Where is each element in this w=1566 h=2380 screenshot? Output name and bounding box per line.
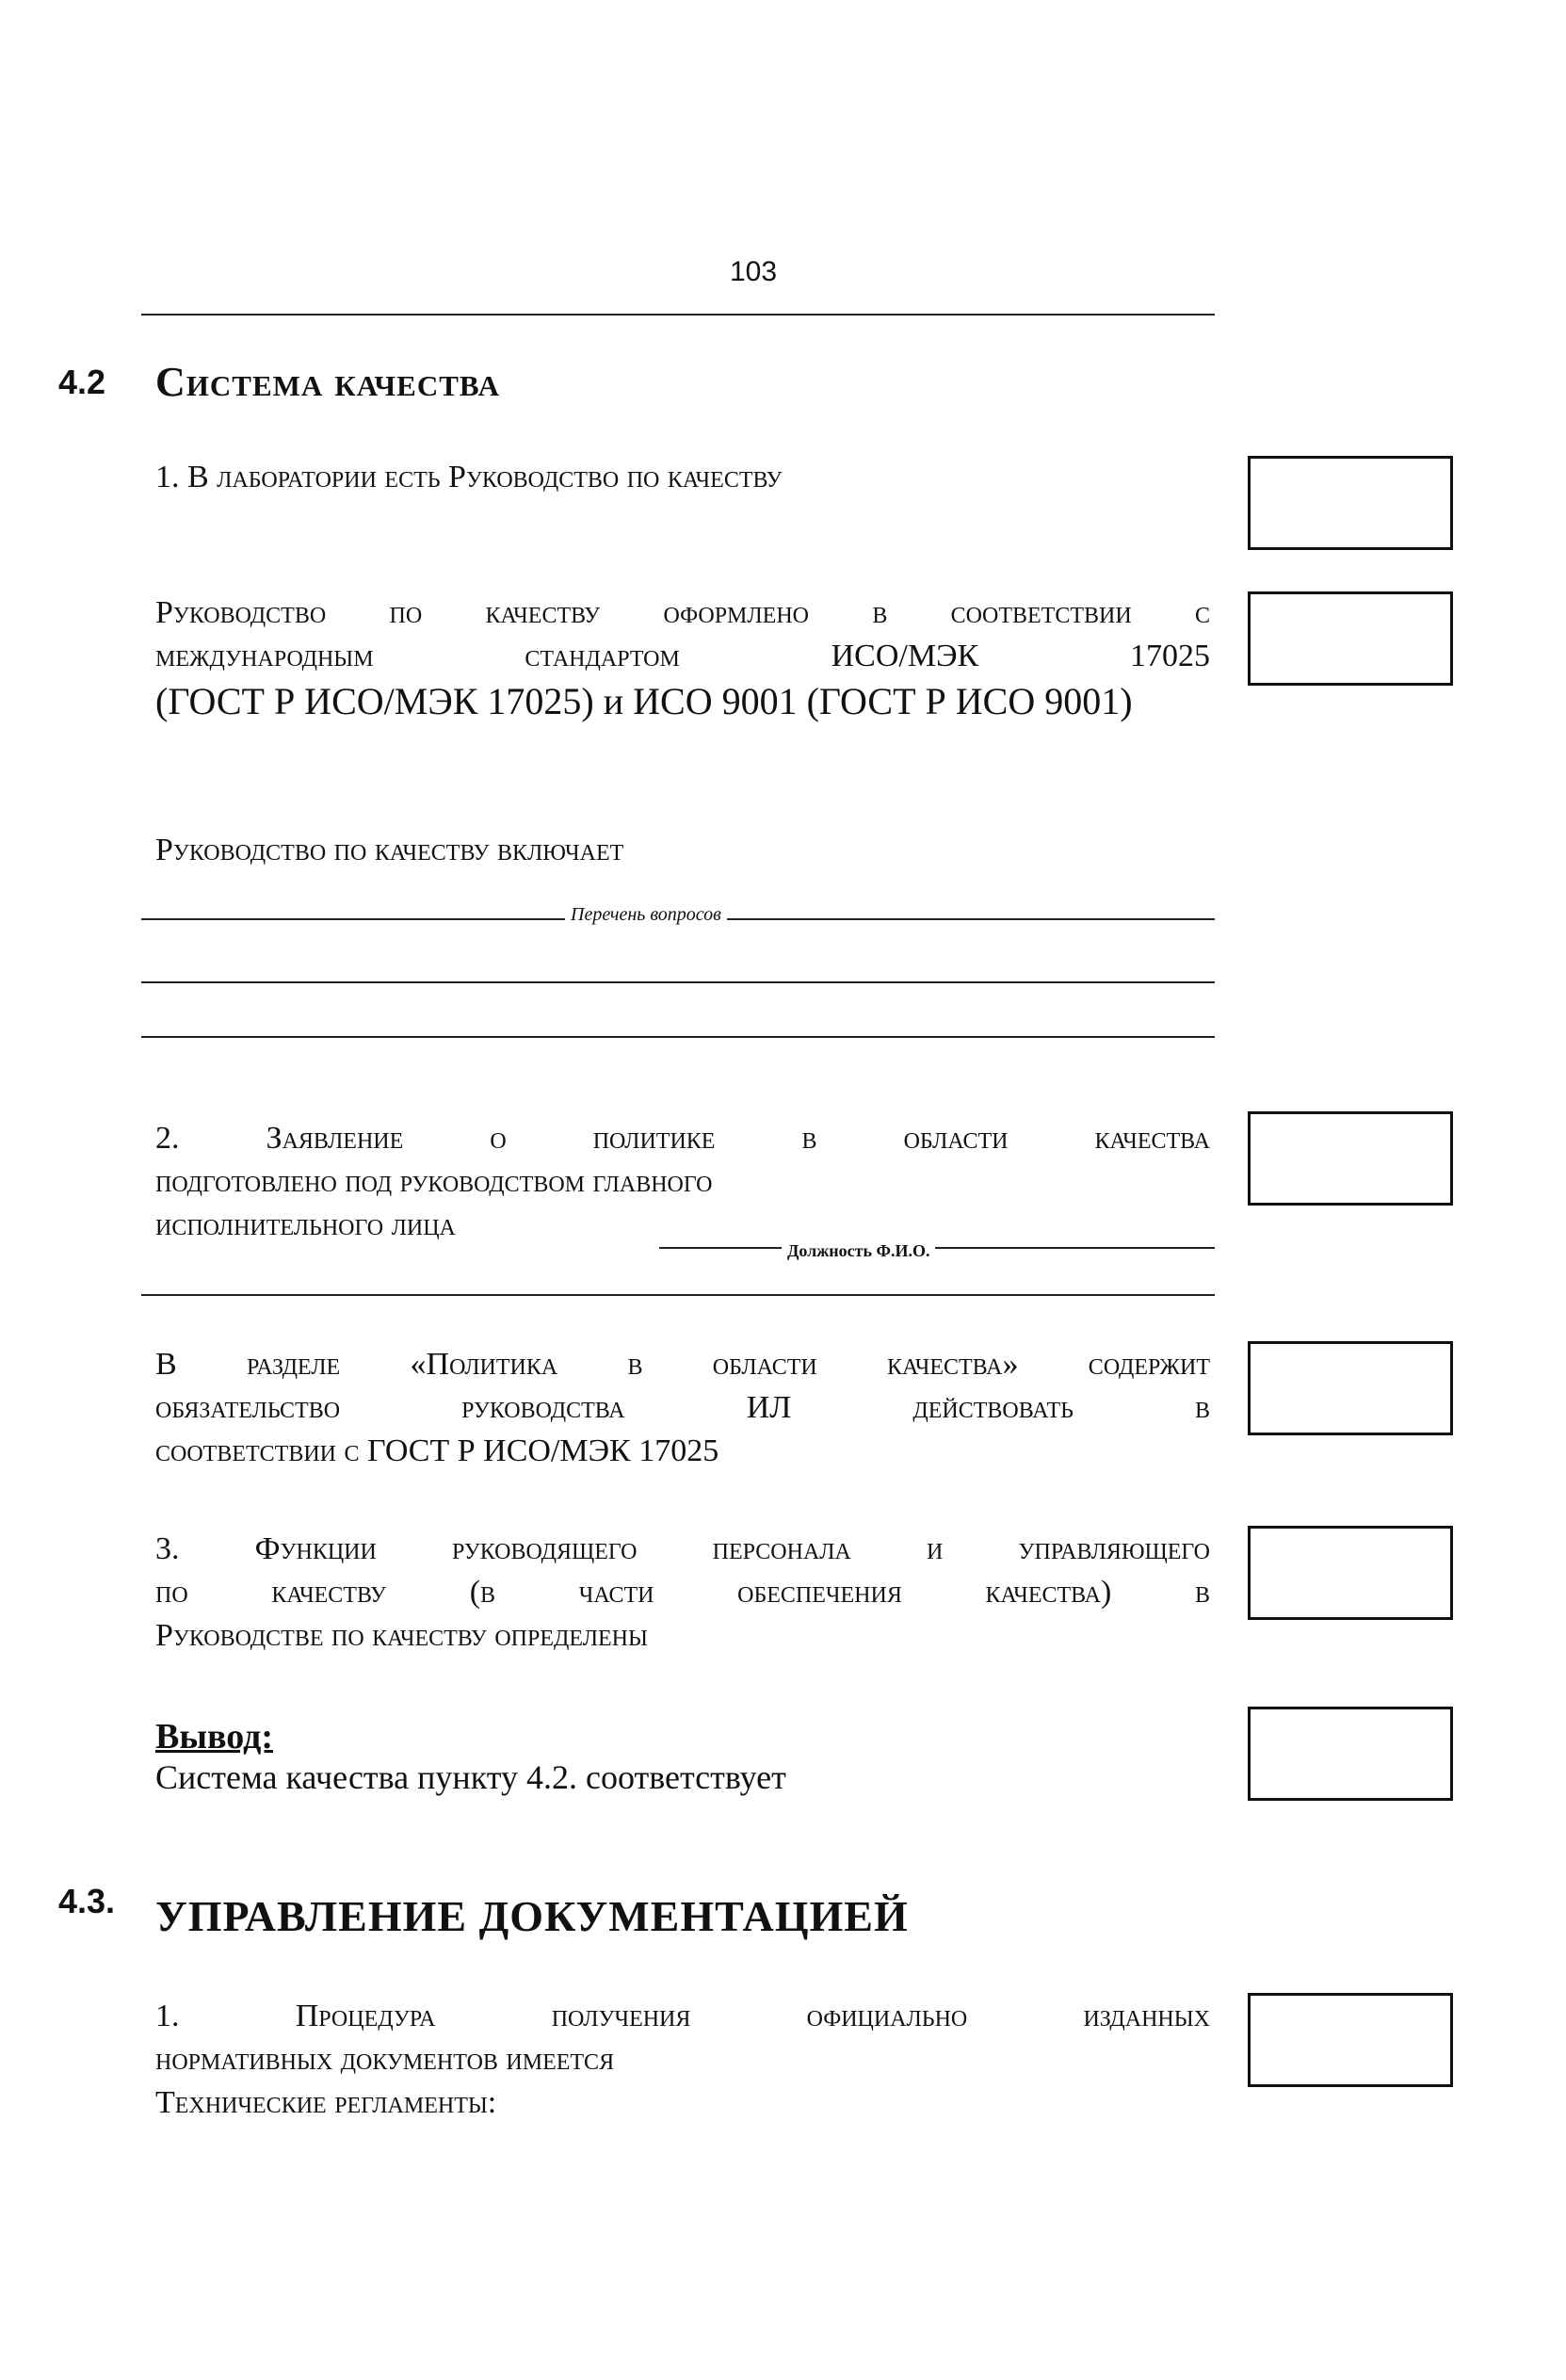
- item-line: 3. Функции руководящего персонала и управляющего: [155, 1531, 1210, 1566]
- conclusion-text: Система качества пункту 4.2. соответствует: [155, 1758, 786, 1796]
- page-number: 103: [729, 256, 778, 287]
- position-hint: Должность Ф.И.О.: [782, 1241, 935, 1261]
- item-line: 2. Заявление о политике в области качества: [155, 1121, 1210, 1156]
- section-number: 4.2: [58, 363, 106, 401]
- note-line: Руководство по качеству оформлено в соответствии с: [155, 595, 1210, 630]
- checkbox-manual-exists[interactable]: [1248, 456, 1453, 550]
- item-policy-statement: [155, 1117, 1210, 1247]
- checkbox-conclusion[interactable]: [1248, 1707, 1453, 1801]
- item-text: 1. В лаборатории есть Руководство по качеству: [155, 460, 783, 494]
- item-line: Руководстве по качеству определены: [155, 1618, 648, 1653]
- divider: [141, 1294, 1215, 1296]
- note-line: В разделе «Политика в области качества» содержит: [155, 1347, 1210, 1382]
- fill-line[interactable]: [141, 1036, 1215, 1038]
- policy-section-note: [155, 1343, 1210, 1473]
- item-line: по качеству (в части обеспечения качества) в: [155, 1575, 1210, 1610]
- item-management-functions: [155, 1528, 1210, 1658]
- section-title: Система качества: [155, 359, 501, 405]
- checkbox-policy-section[interactable]: [1248, 1341, 1453, 1435]
- list-hint: Перечень вопросов: [565, 904, 727, 926]
- note-line: обязательство руководства ИЛ действовать в: [155, 1390, 1210, 1425]
- manual-includes-label: Руководство по качеству включает: [155, 833, 624, 867]
- item-line: нормативных документов имеется: [155, 2042, 615, 2077]
- section-number: 4.3.: [58, 1882, 116, 1920]
- conclusion-title: Вывод:: [155, 1717, 274, 1757]
- header-divider: [141, 314, 1215, 316]
- checkbox-official-documents[interactable]: [1248, 1993, 1453, 2087]
- item-line: подготовлено под руководством главного: [155, 1164, 713, 1199]
- item-line: исполнительного лица: [155, 1207, 456, 1242]
- item-line: 1. Процедура получения официально изданных: [155, 1999, 1210, 2033]
- checkbox-manual-compliance[interactable]: [1248, 591, 1453, 686]
- item-line: Технические регламенты:: [155, 2085, 497, 2120]
- fill-line[interactable]: [141, 981, 1215, 983]
- fill-line-position[interactable]: [659, 1247, 1215, 1249]
- note-line: международным стандартом ИСО/МЭК 17025: [155, 639, 1210, 673]
- checkbox-management-functions[interactable]: [1248, 1526, 1453, 1620]
- item-official-documents: [155, 1995, 1210, 2125]
- item-manual-exists: [155, 456, 1210, 499]
- checkbox-policy-statement[interactable]: [1248, 1111, 1453, 1206]
- note-line: соответствии с ГОСТ Р ИСО/МЭК 17025: [155, 1433, 719, 1468]
- manual-compliance-note: [155, 591, 1210, 723]
- note-line: (ГОСТ Р ИСО/МЭК 17025) и ИСО 9001 (ГОСТ Р ИСО 9001): [155, 680, 1133, 722]
- section-title: УПРАВЛЕНИЕ ДОКУМЕНТАЦИЕЙ: [155, 1892, 909, 1940]
